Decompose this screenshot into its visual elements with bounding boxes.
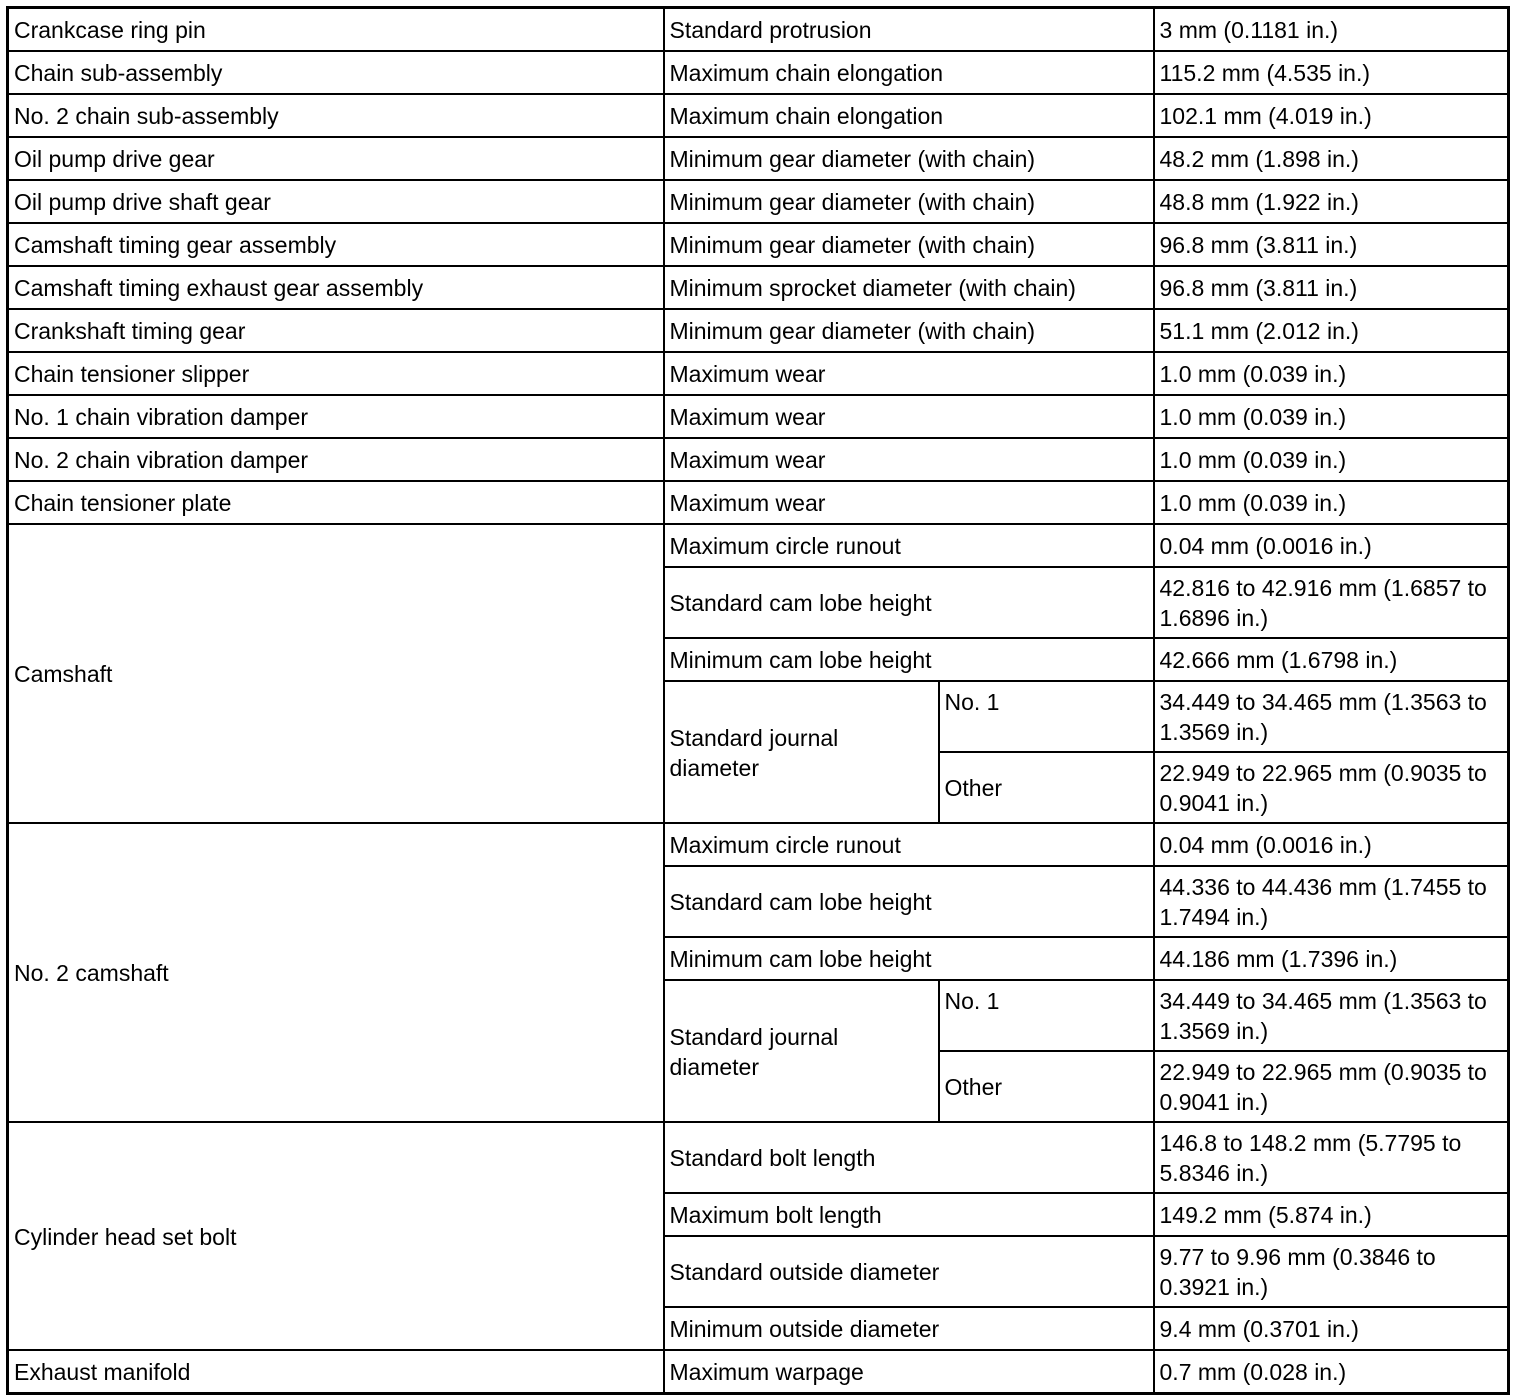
value-cell: 22.949 to 22.965 mm (0.9035 to 0.9041 in.) — [1154, 1051, 1509, 1122]
component-cell: Oil pump drive shaft gear — [8, 180, 664, 223]
value-cell: 44.186 mm (1.7396 in.) — [1154, 937, 1509, 980]
item-cell: Maximum circle runout — [664, 823, 1154, 866]
item-cell: Minimum gear diameter (with chain) — [664, 137, 1154, 180]
item-cell: Maximum wear — [664, 481, 1154, 524]
item-cell: Standard protrusion — [664, 8, 1154, 52]
table-row — [8, 352, 1509, 395]
value-cell: 146.8 to 148.2 mm (5.7795 to 5.8346 in.) — [1154, 1122, 1509, 1193]
table-row — [8, 266, 1509, 309]
item-cell: Minimum gear diameter (with chain) — [664, 180, 1154, 223]
table-row — [8, 94, 1509, 137]
component-cell-camshaft: Camshaft — [8, 524, 664, 823]
component-cell: Chain tensioner plate — [8, 481, 664, 524]
item-cell-journal: Standard journal diameter — [664, 681, 939, 823]
value-cell: 1.0 mm (0.039 in.) — [1154, 481, 1509, 524]
item-cell: Maximum wear — [664, 438, 1154, 481]
value-cell: 9.4 mm (0.3701 in.) — [1154, 1307, 1509, 1350]
table-row — [8, 8, 1509, 52]
value-cell: 42.666 mm (1.6798 in.) — [1154, 638, 1509, 681]
item-cell: Minimum cam lobe height — [664, 638, 1154, 681]
value-cell: 1.0 mm (0.039 in.) — [1154, 438, 1509, 481]
component-cell: Crankshaft timing gear — [8, 309, 664, 352]
value-cell: 149.2 mm (5.874 in.) — [1154, 1193, 1509, 1236]
component-cell: Chain tensioner slipper — [8, 352, 664, 395]
value-cell: 102.1 mm (4.019 in.) — [1154, 94, 1509, 137]
value-cell: 48.8 mm (1.922 in.) — [1154, 180, 1509, 223]
value-cell: 1.0 mm (0.039 in.) — [1154, 352, 1509, 395]
component-cell: Crankcase ring pin — [8, 8, 664, 52]
table-row — [8, 51, 1509, 94]
value-cell: 51.1 mm (2.012 in.) — [1154, 309, 1509, 352]
sub-item-cell: Other — [939, 752, 1154, 823]
table-row — [8, 1122, 1509, 1193]
item-cell: Maximum chain elongation — [664, 51, 1154, 94]
value-cell: 44.336 to 44.436 mm (1.7455 to 1.7494 in.) — [1154, 866, 1509, 937]
item-cell: Maximum wear — [664, 352, 1154, 395]
table-row — [8, 1350, 1509, 1394]
value-cell: 0.04 mm (0.0016 in.) — [1154, 524, 1509, 567]
table-row — [8, 137, 1509, 180]
component-cell-no2-camshaft: No. 2 camshaft — [8, 823, 664, 1122]
table-row — [8, 481, 1509, 524]
value-cell: 0.7 mm (0.028 in.) — [1154, 1350, 1509, 1394]
table-row — [8, 438, 1509, 481]
component-cell: No. 2 chain vibration damper — [8, 438, 664, 481]
table-row — [8, 309, 1509, 352]
sub-item-cell: No. 1 — [939, 681, 1154, 752]
item-cell: Minimum gear diameter (with chain) — [664, 223, 1154, 266]
component-cell: Camshaft timing gear assembly — [8, 223, 664, 266]
item-cell: Minimum outside diameter — [664, 1307, 1154, 1350]
item-cell: Minimum sprocket diameter (with chain) — [664, 266, 1154, 309]
table-row — [8, 223, 1509, 266]
component-cell: Camshaft timing exhaust gear assembly — [8, 266, 664, 309]
value-cell: 0.04 mm (0.0016 in.) — [1154, 823, 1509, 866]
component-cell: No. 2 chain sub-assembly — [8, 94, 664, 137]
value-cell: 48.2 mm (1.898 in.) — [1154, 137, 1509, 180]
table-row — [8, 524, 1509, 567]
value-cell: 96.8 mm (3.811 in.) — [1154, 266, 1509, 309]
value-cell: 115.2 mm (4.535 in.) — [1154, 51, 1509, 94]
item-cell: Standard bolt length — [664, 1122, 1154, 1193]
item-cell: Maximum circle runout — [664, 524, 1154, 567]
value-cell: 3 mm (0.1181 in.) — [1154, 8, 1509, 52]
item-cell: Minimum gear diameter (with chain) — [664, 309, 1154, 352]
value-cell: 34.449 to 34.465 mm (1.3563 to 1.3569 in.) — [1154, 681, 1509, 752]
item-cell: Maximum chain elongation — [664, 94, 1154, 137]
item-cell: Maximum wear — [664, 395, 1154, 438]
component-cell: Oil pump drive gear — [8, 137, 664, 180]
sub-item-cell: Other — [939, 1051, 1154, 1122]
component-cell: No. 1 chain vibration damper — [8, 395, 664, 438]
value-cell: 1.0 mm (0.039 in.) — [1154, 395, 1509, 438]
value-cell: 42.816 to 42.916 mm (1.6857 to 1.6896 in.) — [1154, 567, 1509, 638]
item-cell: Maximum bolt length — [664, 1193, 1154, 1236]
value-cell: 96.8 mm (3.811 in.) — [1154, 223, 1509, 266]
item-cell: Minimum cam lobe height — [664, 937, 1154, 980]
component-cell: Exhaust manifold — [8, 1350, 664, 1394]
value-cell: 22.949 to 22.965 mm (0.9035 to 0.9041 in.) — [1154, 752, 1509, 823]
item-cell-journal: Standard journal diameter — [664, 980, 939, 1122]
item-cell: Standard outside diameter — [664, 1236, 1154, 1307]
value-cell: 34.449 to 34.465 mm (1.3563 to 1.3569 in.) — [1154, 980, 1509, 1051]
item-cell: Maximum warpage — [664, 1350, 1154, 1394]
item-cell: Standard cam lobe height — [664, 866, 1154, 937]
specification-table — [6, 6, 1510, 1395]
component-cell: Chain sub-assembly — [8, 51, 664, 94]
table-row — [8, 395, 1509, 438]
component-cell-head-bolt: Cylinder head set bolt — [8, 1122, 664, 1350]
item-cell: Standard cam lobe height — [664, 567, 1154, 638]
table-row — [8, 823, 1509, 866]
table-row — [8, 180, 1509, 223]
value-cell: 9.77 to 9.96 mm (0.3846 to 0.3921 in.) — [1154, 1236, 1509, 1307]
sub-item-cell: No. 1 — [939, 980, 1154, 1051]
